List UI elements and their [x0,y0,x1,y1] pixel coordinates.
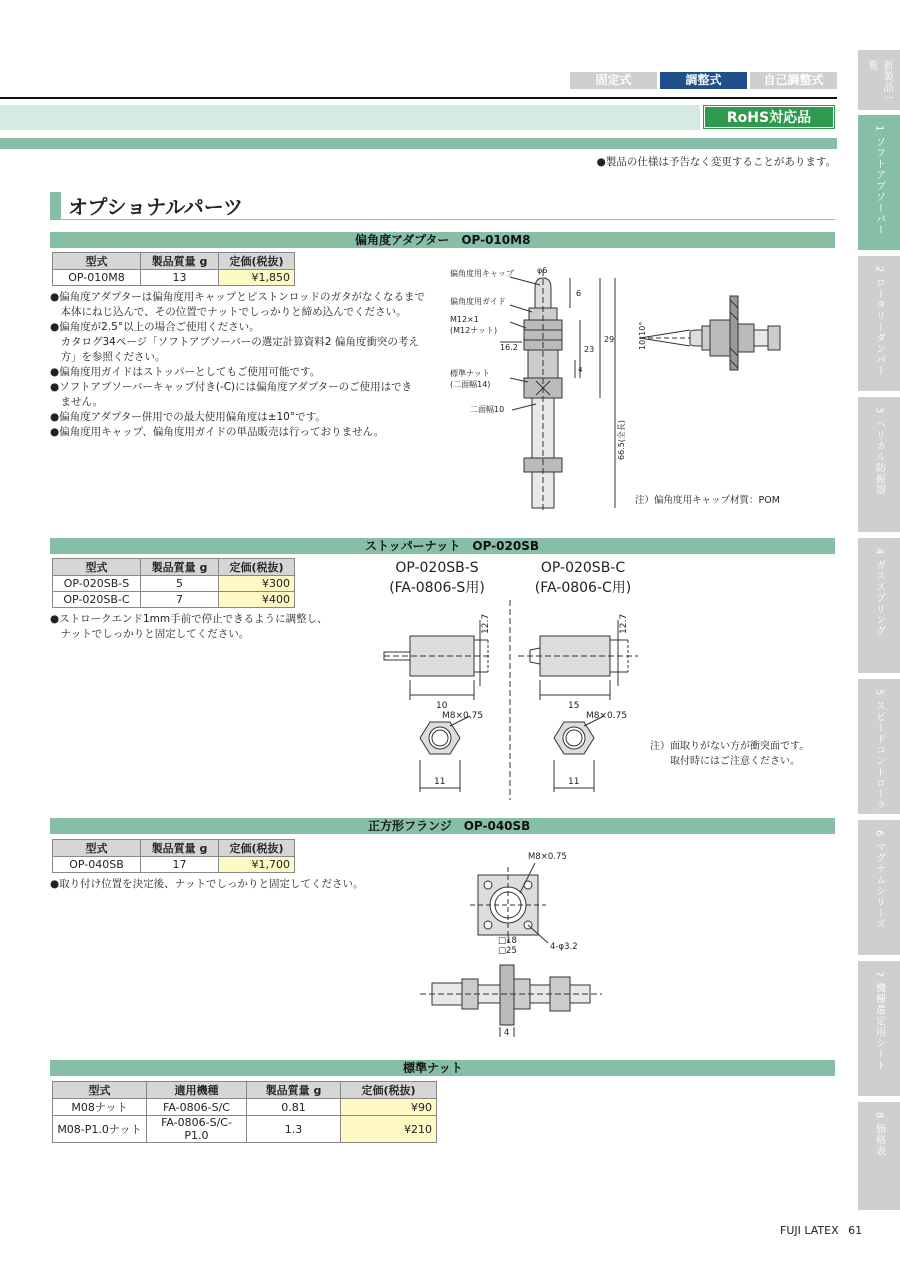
side-tab-1[interactable]: 1 ソフトアブソーバー [858,115,900,250]
svg-text:取付時にはご注意ください。: 取付時にはご注意ください。 [670,756,800,767]
header-band [0,105,700,130]
svg-text:16.2: 16.2 [500,343,518,352]
tab-self-adjusting[interactable]: 自己調整式 [750,72,837,89]
side-tab-6[interactable]: 6 マグナムシリーズ [858,820,900,955]
svg-text:M12×1: M12×1 [450,315,479,324]
svg-text:11: 11 [568,777,580,787]
flange-notes: ●取り付け位置を決定後、ナットでしっかりと固定してください。 [50,878,364,890]
page-number: 61 [848,1224,863,1237]
flange-table: 型式 製品質量 g 定価(税抜) OP-040SB 17 ¥1,700 [52,839,295,873]
stopper-c-title: OP-020SB-C (FA-0806-C用) [534,560,632,596]
rohs-badge: RoHS対応品 [704,106,834,128]
stopper-s-title: OP-020SB-S (FA-0806-S用) [389,560,485,596]
side-tab-8[interactable]: 8 価格表 [858,1102,900,1210]
adapter-drawing [440,260,840,520]
side-tab-4[interactable]: 4 ガススプリング [858,538,900,673]
table-row: M08ナット FA-0806-S/C 0.81 ¥90 [53,1099,437,1116]
svg-text:M8×0.75: M8×0.75 [528,852,567,862]
title-rule [50,219,835,220]
table-row: OP-020SB-S 5 ¥300 [53,576,295,592]
section-nut-title: 標準ナット [50,1060,835,1076]
svg-text:M8×0.75: M8×0.75 [442,711,484,721]
section-flange-title: 正方形フランジ OP-040SB [50,818,835,834]
svg-text:12.7: 12.7 [481,613,491,634]
header-rule [0,97,837,99]
stopper-table: 型式 製品質量 g 定価(税抜) OP-020SB-S 5 ¥300 OP-020SB-C 7 ¥400 [52,558,295,608]
svg-text:15: 15 [568,701,580,711]
section-stopper-title: ストッパーナット OP-020SB [50,538,835,554]
stopper-notes: ●ストロークエンド1mm手前で停止できるように調整し、 ナットでしっかりと固定してください。 [50,613,328,640]
svg-text:注）面取りがない方が衝突面です。: 注）面取りがない方が衝突面です。 [650,741,810,752]
adapter-table: 型式 製品質量 g 定価(税抜) OP-010M8 13 ¥1,850 [52,252,295,286]
svg-text:12.7: 12.7 [619,613,629,634]
svg-text:(二面幅14): (二面幅14) [450,380,491,389]
svg-text:66.5(全長): 66.5(全長) [617,419,626,460]
svg-text:4: 4 [578,366,583,374]
svg-text:23: 23 [584,345,595,354]
svg-text:6: 6 [576,289,582,298]
notice: ●製品の仕様は予告なく変更することがあります。 [596,156,836,168]
title-marker [50,192,61,220]
page-title: オプショナルパーツ [68,195,243,219]
svg-text:10: 10 [436,701,448,711]
header-stripe [0,138,837,149]
svg-text:29: 29 [604,335,615,344]
table-row: OP-010M8 13 ¥1,850 [53,270,295,286]
adapter-notes: ●偏角度アダプターは偏角度用キャップとピストンロッドのガタがなくなるまで 本体にねじ込んで、その位置でナットでしっかりと締め込んでください。 ●偏角度が2.5°以上の場合ご使用ください。 カタログ34ページ「ソフトアブソーバーの選定計算資料2 偏角度衝突の考え 方」を参照ください。 ●偏角度用ガイドはストッパーとしてもご使用可能です。 ●ソフトアブソーバーキャップ付き(-C)には偏角度アダプターのご使用はでき ません。 ●偏角度アダプター併用での最大使用偏角度は±10°です。 ●偏角度用キャップ、偏角度用ガイドの単品販売は行っておりません。 [50,291,425,438]
tab-fixed[interactable]: 固定式 [570,72,657,89]
svg-text:標準ナット: 標準ナット [450,369,490,378]
svg-text:φ6: φ6 [537,266,548,275]
table-row: OP-020SB-C 7 ¥400 [53,592,295,608]
svg-text:□25: □25 [498,946,517,956]
svg-text:注）偏角度用キャップ材質：POM: 注）偏角度用キャップ材質：POM [635,495,780,506]
svg-text:10°10°: 10°10° [638,321,647,350]
side-tab-7[interactable]: 7 機種選定用シート [858,961,900,1096]
stopper-drawing [370,600,810,800]
table-row: OP-040SB 17 ¥1,700 [53,857,295,873]
svg-text:二面幅10: 二面幅10 [470,405,505,414]
svg-text:(M12ナット): (M12ナット) [450,326,498,335]
svg-text:偏角度用キャップ: 偏角度用キャップ [450,269,514,278]
table-row: M08-P1.0ナット FA-0806-S/C-P1.0 1.3 ¥210 [53,1116,437,1143]
svg-text:4: 4 [504,1028,510,1038]
section-adapter-title: 偏角度アダプター OP-010M8 [50,232,835,248]
footer [780,1224,862,1237]
svg-text:偏角度用ガイド: 偏角度用ガイド [450,297,506,306]
svg-text:□18: □18 [498,936,517,946]
side-tab-new[interactable]: 新製品一覧 [858,50,900,110]
svg-text:M8×0.75: M8×0.75 [586,711,628,721]
side-tab-5[interactable]: 5 スピードコントローラ [858,679,900,814]
svg-text:11: 11 [434,777,446,787]
flange-drawing [410,845,610,1040]
tab-adjustable[interactable]: 調整式 [660,72,747,89]
svg-text:4-φ3.2: 4-φ3.2 [550,942,578,952]
nut-table: 型式 適用機種 製品質量 g 定価(税抜) M08ナット FA-0806-S/C 0.81 ¥90 M08-P1.0ナット FA-0806-S/C-P1.0 1.3 ¥210 [52,1081,437,1143]
footer-brand: FUJI LATEX [780,1224,839,1237]
side-tab-2[interactable]: 2 ロータリーダンパー [858,256,900,391]
side-tab-3[interactable]: 3 ヘリカル防振器 [858,397,900,532]
